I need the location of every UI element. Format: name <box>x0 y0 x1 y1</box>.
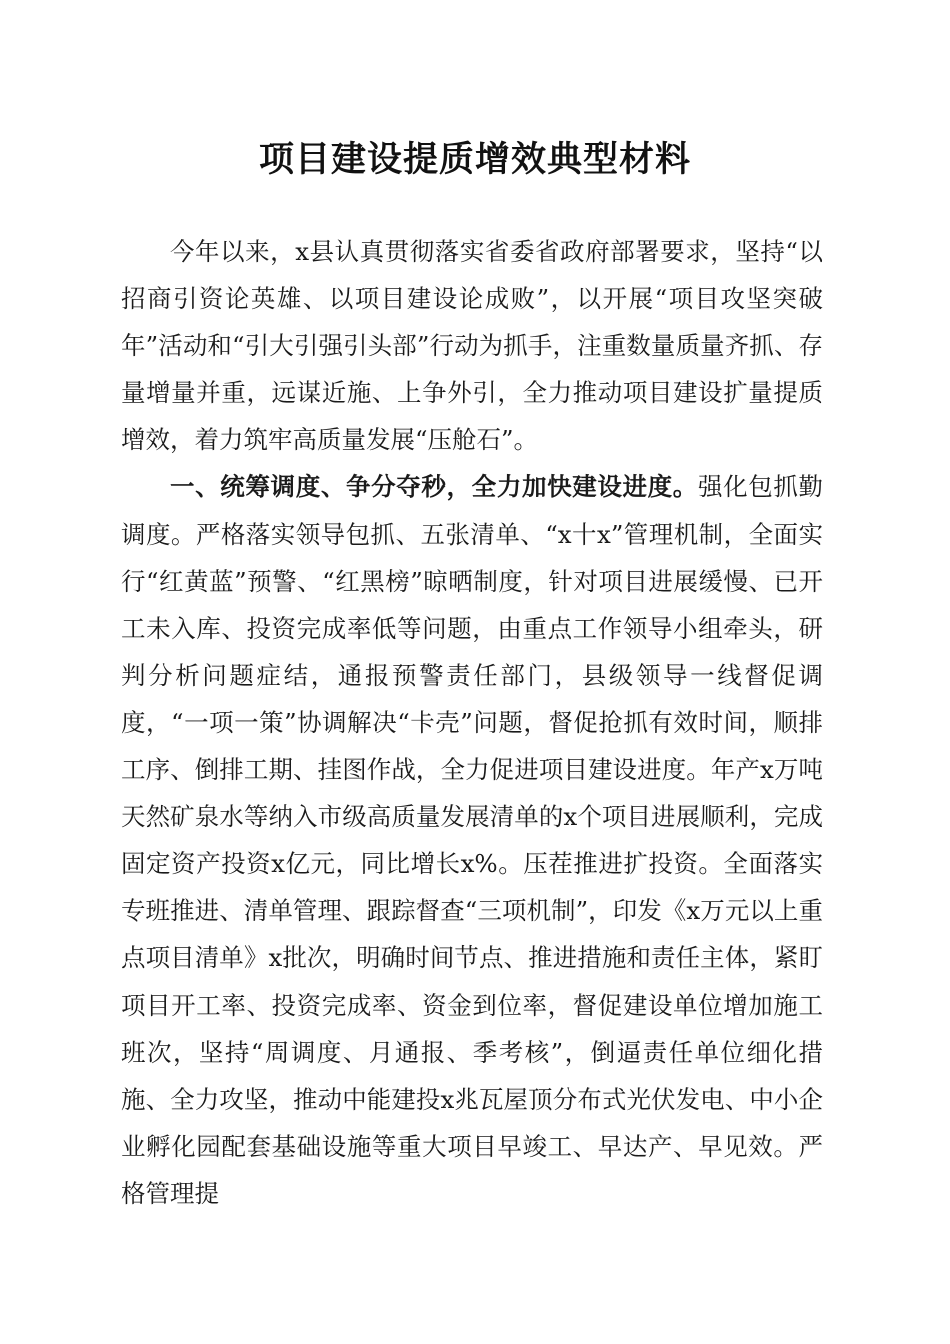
page-title: 项目建设提质增效典型材料 <box>258 139 691 180</box>
intro-paragraph-text: 今年以来，x县认真贯彻落实省委省政府部署要求，坚持“以招商引资论英雄、以项目建设论成败”，以开展“项目攻坚突破年”活动和“引大引强引头部”行动为抓手，注重数量质量齐抓、存量增量并重，远谋近施、上争外引，全力推动项目建设扩量提质增效，着力筑牢高质量发展“压舱石”。 <box>121 237 823 455</box>
section-one-paragraph <box>121 463 823 1217</box>
intro-paragraph <box>121 228 823 463</box>
section-one-heading: 一、统筹调度、争分夺秒，全力加快建设进度。 <box>170 472 698 502</box>
section-one-text: 强化包抓勤调度。严格落实领导包抓、五张清单、“x十x”管理机制，全面实行“红黄蓝”预警、“红黑榜”晾晒制度，针对项目进展缓慢、已开工未入库、投资完成率低等问题，由重点工作领导小组牵头，研判分析问题症结，通报预警责任部门，县级领导一线督促调度，“一项一策”协调解决“卡壳”问题，督促抢抓有效时间，顺排工序、倒排工期、挂图作战，全力促进项目建设进度。年产x万吨天然矿泉水等纳入市级高质量发展清单的x个项目进展顺利，完成固定资产投资x亿元，同比增长x%。压茬推进扩投资。全面落实专班推进、清单管理、跟踪督查“三项机制”，印发《x万元以上重点项目清单》x批次，明确时间节点、推进措施和责任主体，紧盯项目开工率、投资完成率、资金到位率，督促建设单位增加施工班次，坚持“周调度、月通报、季考核”，倒逼责任单位细化措施、全力攻坚，推动中能建投x兆瓦屋顶分布式光伏发电、中小企业孵化园配套基础设施等重大项目早竣工、早达产、早见效。严格管理提 <box>121 472 824 1208</box>
document-body <box>121 228 823 1217</box>
